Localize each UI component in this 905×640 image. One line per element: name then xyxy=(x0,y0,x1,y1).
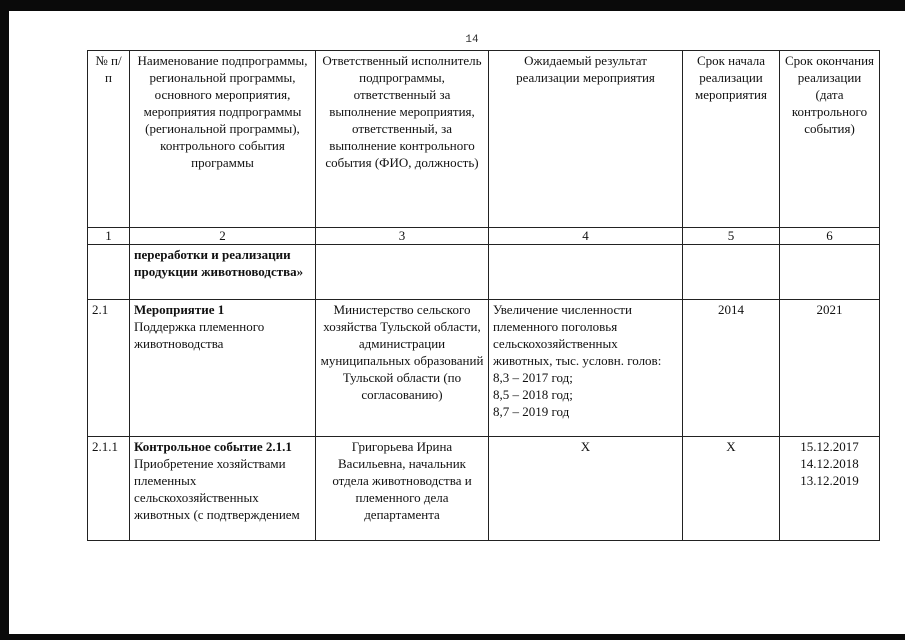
measure-title: Мероприятие 1 xyxy=(134,302,225,317)
result-line: 8,5 – 2018 год; xyxy=(493,387,573,402)
expected-result: Х xyxy=(489,437,683,541)
column-number-row xyxy=(88,228,880,245)
column-number: 5 xyxy=(683,228,780,245)
header-result: Ожидаемый результат реализации мероприятия xyxy=(489,51,683,228)
scan-border-top xyxy=(0,0,905,11)
end-date: 13.12.2019 xyxy=(800,473,859,488)
header-number: № п/п xyxy=(88,51,130,228)
end-date: 2021 xyxy=(780,300,880,437)
header-responsible: Ответственный исполнитель подпрограммы, ответственный за выполнение мероприятия, ответственный, за выполнение контрольного события (ФИО, должность) xyxy=(316,51,489,228)
column-number: 1 xyxy=(88,228,130,245)
measure-cell xyxy=(130,300,316,437)
column-number: 3 xyxy=(316,228,489,245)
control-event-name: Приобретение хозяйствами племенных сельскохозяйственных животных (с подтверждением xyxy=(134,456,300,522)
header-name: Наименование подпрограммы, региональной программы, основного мероприятия, мероприятия подпрограммы (региональной программы), контрольного события программы xyxy=(130,51,316,228)
column-number: 4 xyxy=(489,228,683,245)
responsible-executor: Министерство сельского хозяйства Тульской области, администрации муниципальных образований Тульской области (по согласованию) xyxy=(316,300,489,437)
result-line: Увеличение численности племенного поголовья сельскохозяйственных животных, тыс. условн. голов: xyxy=(493,302,662,368)
end-date: 15.12.2017 xyxy=(800,439,859,454)
result-line: 8,3 – 2017 год; xyxy=(493,370,573,385)
expected-result xyxy=(489,300,683,437)
result-line: 8,7 – 2019 год xyxy=(493,404,570,419)
column-number: 6 xyxy=(780,228,880,245)
responsible-person: Григорьева Ирина Васильевна, начальник отдела животноводства и племенного дела департамента xyxy=(316,437,489,541)
scan-border-bottom xyxy=(0,634,905,640)
column-number: 2 xyxy=(130,228,316,245)
program-table xyxy=(87,50,880,541)
control-event-cell xyxy=(130,437,316,541)
header-end: Срок окончания реализации (дата контрольного события) xyxy=(780,51,880,228)
page-number: 14 xyxy=(465,34,479,46)
table-row xyxy=(88,300,880,437)
control-event-title: Контрольное событие 2.1.1 xyxy=(134,439,292,454)
end-dates xyxy=(780,437,880,541)
scan-border-left xyxy=(0,0,9,640)
header-start: Срок начала реализации мероприятия xyxy=(683,51,780,228)
row-number: 2.1.1 xyxy=(88,437,130,541)
start-date: 2014 xyxy=(683,300,780,437)
start-date: Х xyxy=(683,437,780,541)
table-row xyxy=(88,437,880,541)
table-header-row xyxy=(88,51,880,228)
table-row xyxy=(88,245,880,300)
subprogram-name-continuation: переработки и реализации продукции животноводства» xyxy=(130,245,316,300)
row-number: 2.1 xyxy=(88,300,130,437)
measure-name: Поддержка племенного животноводства xyxy=(134,319,265,351)
end-date: 14.12.2018 xyxy=(800,456,859,471)
